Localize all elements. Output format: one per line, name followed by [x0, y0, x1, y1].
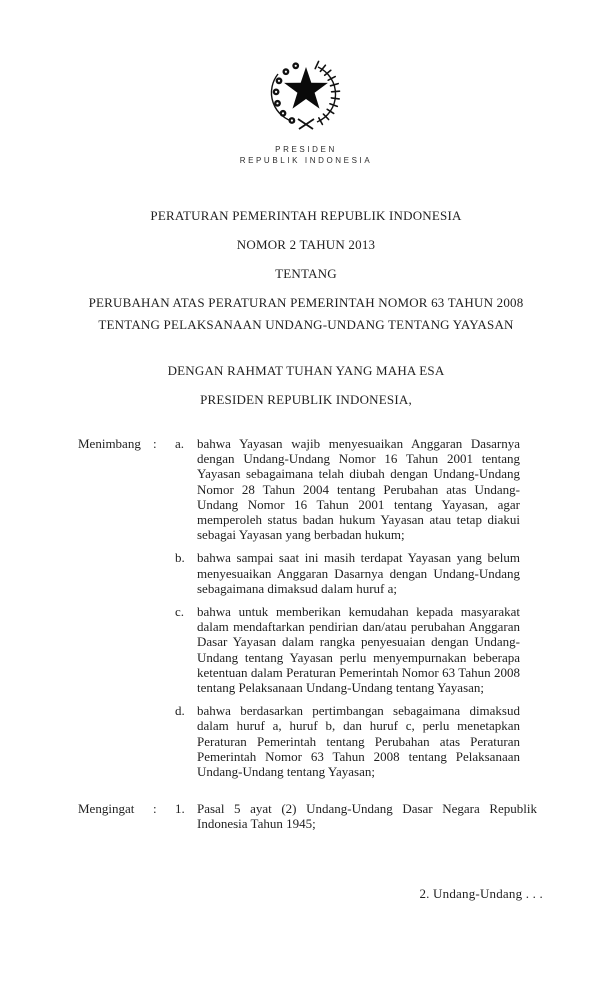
item-marker: d. — [175, 703, 185, 719]
item-marker: c. — [175, 604, 185, 620]
considering-section — [0, 436, 612, 779]
invocation-line: DENGAN RAHMAT TUHAN YANG MAHA ESA — [167, 363, 445, 378]
regulation-title: PERATURAN PEMERINTAH REPUBLIK INDONESIA — [150, 208, 462, 223]
wreath-left-blossoms — [273, 62, 299, 124]
item-text: bahwa Yayasan wajib menyesuaikan Anggaran Dasarnya dengan Undang-Undang Nomor 16 Tahun 2001 tentang Yayasan sebagaimana telah diubah dengan Undang-Undang Nomor 28 Tahun 2004 tentang Perubahan atas Undang-Undang Nomor 16 Tahun 2001 tentang Yayasan, agar memperoleh status badan hukum Yayasan atau tetap diakui sebagai Yayasan yang berbadan hukum; — [197, 436, 520, 543]
item-text: bahwa sampai saat ini masih terdapat Yayasan yang belum menyesuaikan Anggaran Dasarnya dengan Undang-Undang sebagaimana dimaksud dalam huruf a; — [197, 550, 520, 596]
star-icon — [284, 67, 328, 109]
presidential-star-wreath-emblem-icon — [256, 54, 356, 134]
letterhead-line-presiden: PRESIDEN — [275, 145, 337, 154]
recalling-label: Mengingat — [78, 801, 135, 817]
recalling-colon: : — [153, 801, 157, 817]
subject-line-2: TENTANG PELAKSANAAN UNDANG-UNDANG TENTANG YAYASAN — [98, 317, 514, 332]
considering-item-d — [0, 703, 612, 779]
item-text: bahwa untuk memberikan kemudahan kepada masyarakat dalam mendaftarkan pendirian dan/atau perubahan Anggaran Dasar Yayasan dalam rangka penyesuaian dengan Undang-Undang tentang Yayasan perlu menyempurnakan beberapa ketentuan dalam Peraturan Pemerintah Nomor 63 Tahun 2008 tentang Pelaksanaan Undang-Undang tentang Yayasan; — [197, 604, 520, 696]
item-marker: a. — [175, 436, 185, 451]
considering-item-c — [0, 604, 612, 695]
letterhead-line-republik: REPUBLIK INDONESIA — [239, 156, 373, 165]
recalling-item-1 — [0, 801, 612, 831]
title-block — [0, 208, 612, 333]
letterhead — [0, 144, 612, 166]
item-text: Pasal 5 ayat (2) Undang-Undang Dasar Negara Republik Indonesia Tahun 1945; — [197, 801, 537, 832]
considering-item-a — [0, 436, 612, 542]
regulation-number: NOMOR 2 TAHUN 2013 — [236, 237, 376, 252]
emblem-container — [0, 0, 612, 139]
item-marker: 1. — [175, 801, 185, 817]
item-text: bahwa berdasarkan pertimbangan sebagaimana dimaksud dalam huruf a, huruf b, dan huruf c, perlu menetapkan Peraturan Pemerintah tentang Perubahan atas Peraturan Pemerintah Nomor 63 Tahun 2008 tentang Pelaksanaan Undang-Undang tentang Yayasan; — [197, 703, 520, 780]
tentang-label: TENTANG — [275, 266, 337, 281]
page-catchword: 2. Undang-Undang . . . — [419, 886, 543, 901]
subject-line-1: PERUBAHAN ATAS PERATURAN PEMERINTAH NOMOR 63 TAHUN 2008 — [88, 295, 524, 310]
considering-colon: : — [153, 436, 157, 451]
item-marker: b. — [175, 550, 185, 566]
recalling-section — [0, 801, 612, 831]
authority-line: PRESIDEN REPUBLIK INDONESIA, — [200, 392, 412, 407]
wreath-right-stem — [317, 67, 336, 122]
considering-item-b — [0, 550, 612, 596]
wreath-crossed-stems — [298, 119, 314, 129]
considering-label: Menimbang — [78, 436, 141, 451]
